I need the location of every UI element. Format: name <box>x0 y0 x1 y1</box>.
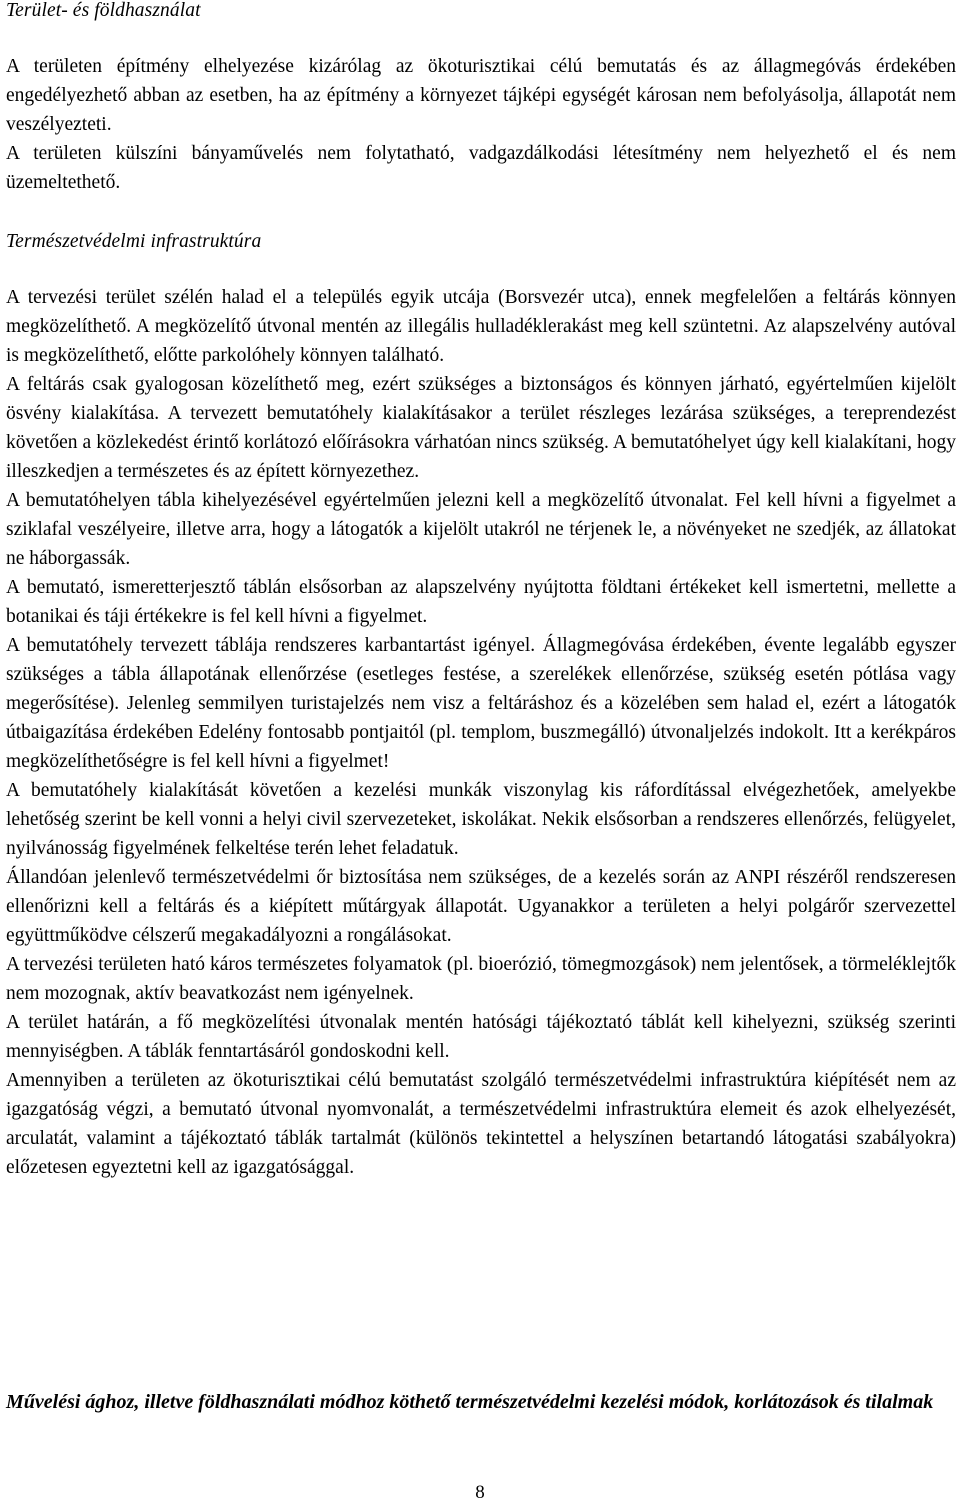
paragraph: A terület határán, a fő megközelítési útvonalak mentén hatósági tájékoztató táblát kell kihelyezni, szükség szerinti mennyiségben. A táblák fenntartásáról gondoskodni kell. <box>6 1012 956 1062</box>
paragraph: A bemutató, ismeretterjesztő táblán elsősorban az alapszelvény nyújtotta földtani értékeket kell ismertetni, mellette a botanikai és táji értékekre is fel kell hívni a figyelmet. <box>6 577 956 627</box>
infrastructure-text <box>6 283 956 1182</box>
paragraph: A területen külszíni bányaművelés nem folytatható, vadgazdálkodási létesítmény nem helyezhető el és nem üzemeltethető. <box>6 143 956 193</box>
paragraph: A feltárás csak gyalogosan közelíthető meg, ezért szükséges a biztonságos és könnyen járható, egyértelműen kijelölt ösvény kialakítása. A tervezett bemutatóhely kialakításakor a terület részleges lezárása szükséges, a tereprendezést követően a közlekedést érintő korlátozó előírásokra várhatóan nincs szükség. A bemutatóhelyet úgy kell kialakítani, hogy illeszkedjen a természetes és az épített környezethez. <box>6 374 956 482</box>
paragraph: A területen építmény elhelyezése kizárólag az ökoturisztikai célú bemutatás és az állagmegóvás érdekében engedélyezhető abban az esetben, ha az építmény a környezet tájképi egységét károsan nem befolyásolja, állapotát nem veszélyezteti. <box>6 56 956 135</box>
land-use-text <box>6 52 956 197</box>
paragraph: Állandóan jelenlevő természetvédelmi őr biztosítása nem szükséges, de a kezelés során az ANPI részéről rendszeresen ellenőrizni kell a feltárás és a kiépített műtárgyak állapotát. Ugyanakkor a területen a helyi polgárőr szervezettel együttműködve célszerű megakadályozni a rongálásokat. <box>6 867 956 946</box>
section-heading-cultivation: Művelési ághoz, illetve földhasználati módhoz köthető természetvédelmi kezelési módok, korlátozások és tilalmak <box>6 1391 934 1413</box>
section-heading-land-use: Terület- és földhasználat <box>6 0 201 21</box>
section-heading-infrastructure: Természetvédelmi infrastruktúra <box>6 231 262 252</box>
paragraph: A bemutatóhely tervezett táblája rendszeres karbantartást igényel. Állagmegóvása érdekében, évente legalább egyszer szükséges a tábla állapotának ellenőrzése (esetleges festése, a szerelékek ellenőrzése, szükség esetén pótlása vagy megerősítése). Jelenleg semmilyen turistajelzés nem visz a feltáráshoz és a közelében sem halad el, ezért a látogatók útbaigazítása érdekében Edelény fontosabb pontjaitól (pl. templom, buszmegálló) útvonaljelzés indokolt. Itt a kerékpáros megközelíthetőségre is fel kell hívni a figyelmet! <box>6 635 956 772</box>
paragraph: A bemutatóhely kialakítását követően a kezelési munkák viszonylag kis ráfordítással elvégezhetőek, amelyekbe lehetőség szerint be kell vonni a helyi civil szervezeteket, iskolákat. Nekik elsősorban a rendszeres ellenőrzés, felügyelet, nyilvánosság figyelmének felkeltése terén lehet feladatuk. <box>6 780 956 859</box>
paragraph: A bemutatóhelyen tábla kihelyezésével egyértelműen jelezni kell a megközelítő útvonalat. Fel kell hívni a figyelmet a sziklafal veszélyeire, illetve arra, hogy a látogatók a kijelölt utakról ne térjenek le, a növényeket ne szedjék, az állatokat ne háborgassák. <box>6 490 956 569</box>
paragraph: A tervezési terület szélén halad el a település egyik utcája (Borsvezér utca), ennek megfelelően a feltárás könnyen megközelíthető. A megközelítő útvonal mentén az illegális hulladéklerakást meg kell szüntetni. Az alapszelvény autóval is megközelíthető, előtte parkolóhely könnyen található. <box>6 287 956 366</box>
paragraph: Amennyiben a területen az ökoturisztikai célú bemutatást szolgáló természetvédelmi infrastruktúra kiépítését nem az igazgatóság végzi, a bemutató útvonal nyomvonalát, a természetvédelmi infrastruktúra elemeit és azok elhelyezését, arculatát, valamint a tájékoztató táblák tartalmát (különös tekintettel a helyszínen betartandó látogatási szabályokra) előzetesen egyeztetni kell az igazgatósággal. <box>6 1070 956 1178</box>
paragraph: A tervezési területen ható káros természetes folyamatok (pl. bioerózió, tömegmozgások) nem jelentősek, a törmeléklejtők nem mozognak, aktív beavatkozást nem igényelnek. <box>6 954 956 1004</box>
page-number: 8 <box>475 1482 485 1503</box>
